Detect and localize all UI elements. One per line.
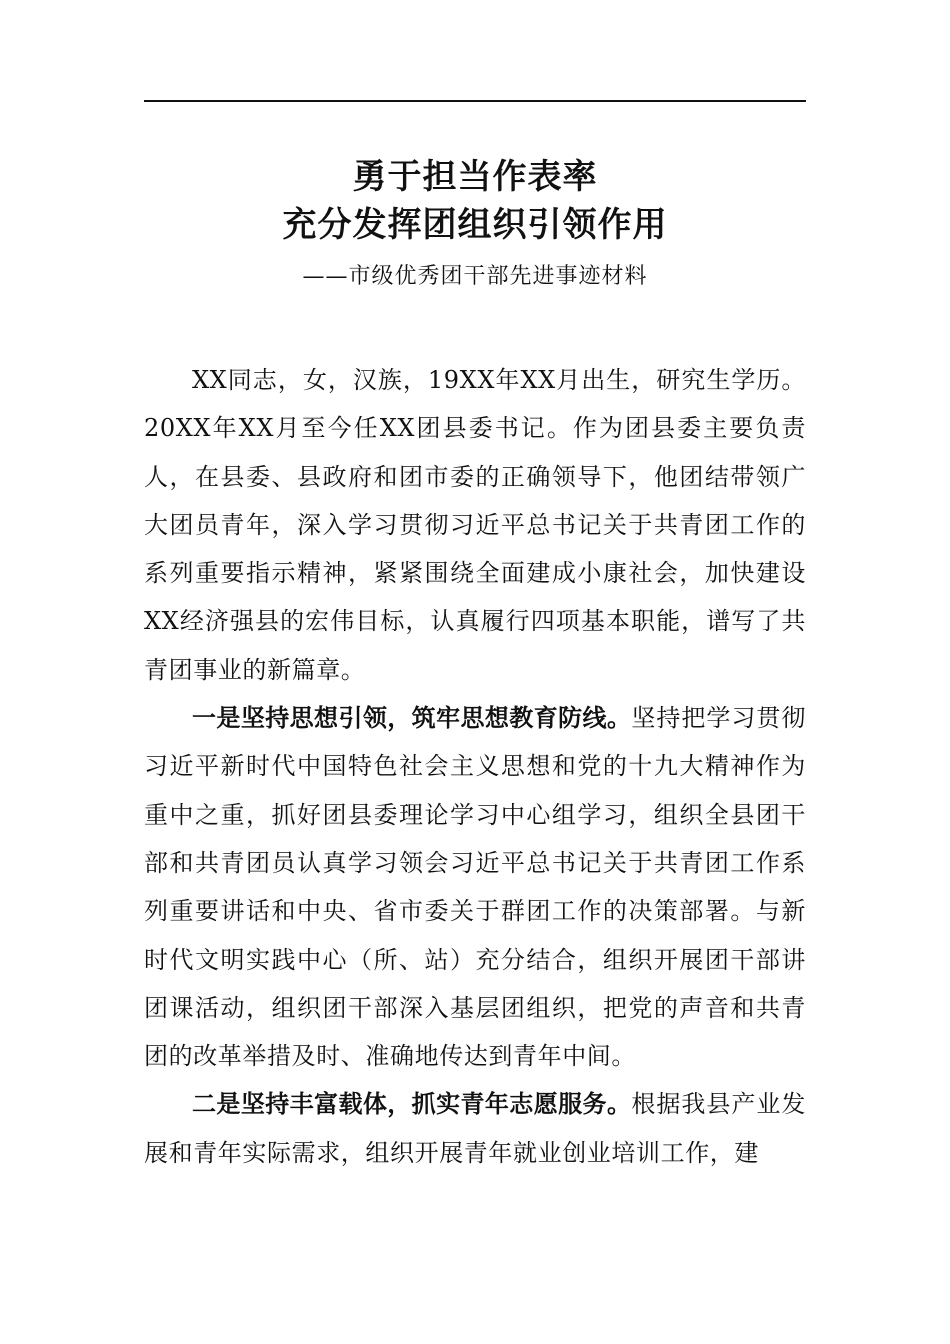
header-rule bbox=[144, 100, 806, 102]
paragraph-intro bbox=[144, 356, 806, 694]
paragraph-lead: 二是坚持丰富载体，抓实青年志愿服务。 bbox=[192, 1090, 632, 1119]
paragraph-section-1 bbox=[144, 694, 806, 1080]
paragraph-text: 坚持把学习贯彻习近平新时代中国特色社会主义思想和党的十九大精神作为重中之重，抓好团县委理论学习中心组学习，组织全县团干部和共青团员认真学习领会习近平总书记关于共青团工作系列重要讲话和中央、省市委关于群团工作的决策部署。与新时代文明实践中心（所、站）充分结合，组织开展团干部讲团课活动，组织团干部深入基层团组织，把党的声音和共青团的改革举措及时、准确地传达到青年中间。 bbox=[144, 704, 807, 1071]
paragraph-section-2 bbox=[144, 1080, 806, 1177]
paragraph-lead: 一是坚持思想引领，筑牢思想教育防线。 bbox=[192, 704, 632, 733]
document-title-line-2: 充分发挥团组织引领作用 bbox=[282, 205, 668, 245]
document-body bbox=[144, 356, 806, 1177]
paragraph-text: 根据我县产业发展和青年实际需求，组织开展青年就业创业培训工作，建 bbox=[144, 1090, 807, 1167]
paragraph-text: XX同志，女，汉族，19XX年XX月出生，研究生学历。20XX年XX月至今任XX团县委书记。作为团县委主要负责人，在县委、县政府和团市委的正确领导下，他团结带领广大团员青年，深入学习贯彻习近平总书记关于共青团工作的系列重要指示精神，紧紧围绕全面建成小康社会，加快建设XX经济强县的宏伟目标，认真履行四项基本职能，谱写了共青团事业的新篇章。 bbox=[144, 366, 806, 684]
document-subtitle: ——市级优秀团干部先进事迹材料 bbox=[302, 264, 648, 289]
document-title-line-1: 勇于担当作表率 bbox=[352, 157, 598, 197]
